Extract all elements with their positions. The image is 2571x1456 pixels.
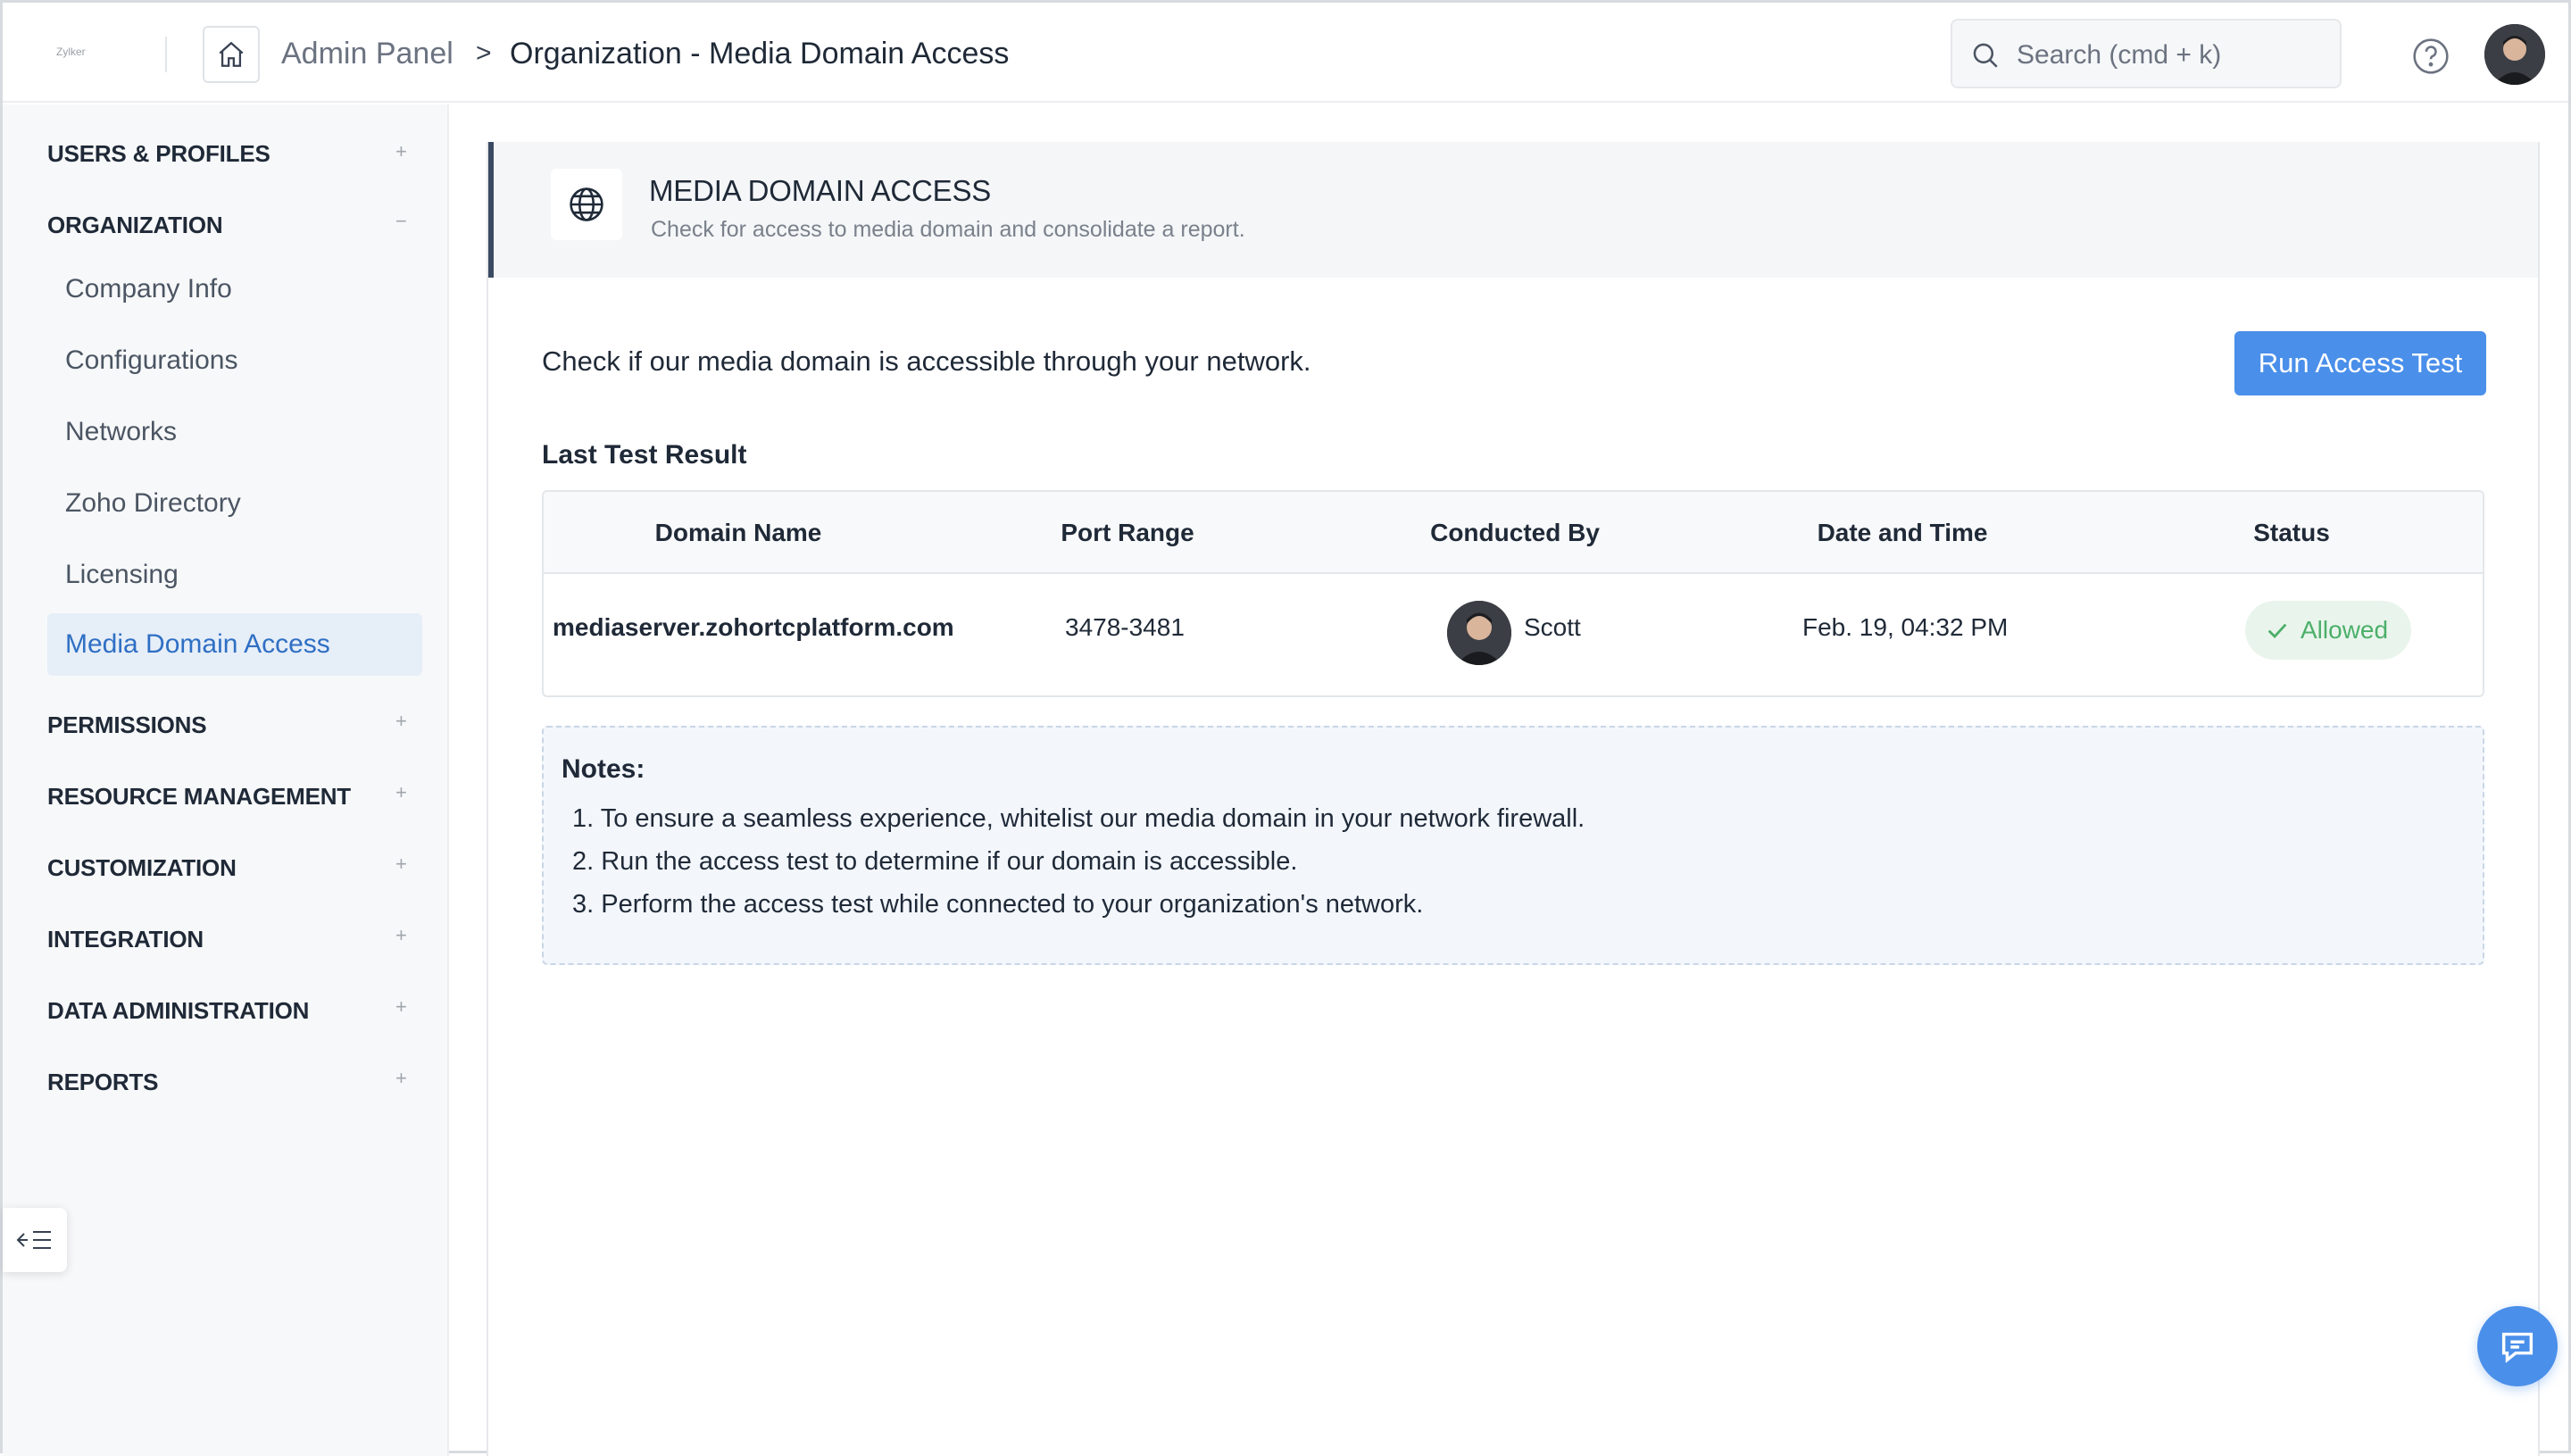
notes-box: [542, 726, 2484, 965]
column-header-status: Status: [2253, 519, 2330, 546]
sidebar-section-integration[interactable]: INTEGRATION: [47, 926, 204, 953]
column-header-port-range: Port Range: [1061, 519, 1194, 546]
expand-icon[interactable]: +: [395, 710, 407, 732]
breadcrumb-separator: >: [476, 38, 492, 68]
run-access-test-button[interactable]: Run Access Test: [2234, 331, 2486, 395]
table-header: [544, 492, 2483, 574]
cell-port-range: 3478-3481: [1065, 613, 1185, 641]
status-text: Allowed: [2301, 616, 2389, 644]
avatar: [1447, 601, 1511, 665]
collapse-menu-icon: [15, 1227, 54, 1253]
search-placeholder: Search (cmd + k): [2017, 40, 2222, 70]
search-icon: [1970, 40, 2001, 71]
note-item: 2. Run the access test to determine if our domain is accessible.: [572, 847, 1298, 876]
cell-date-time: Feb. 19, 04:32 PM: [1802, 613, 2009, 641]
sidebar-item-company-info[interactable]: Company Info: [65, 274, 232, 304]
last-test-result-heading: Last Test Result: [542, 440, 747, 470]
sidebar-item-configurations[interactable]: Configurations: [65, 345, 238, 375]
main-panel: [487, 142, 2540, 1456]
sidebar-section-organization[interactable]: ORGANIZATION: [47, 212, 223, 238]
results-table: [542, 490, 2484, 697]
column-header-conducted-by: Conducted By: [1430, 519, 1600, 546]
note-item: 1. To ensure a seamless experience, whitelist our media domain in your network firewall.: [572, 804, 1585, 833]
sidebar-section-customization[interactable]: CUSTOMIZATION: [47, 854, 237, 881]
cell-conducted-by: Scott: [1524, 613, 1581, 641]
expand-icon[interactable]: +: [395, 924, 407, 946]
sidebar-section-data-administration[interactable]: DATA ADMINISTRATION: [47, 997, 310, 1024]
collapse-icon[interactable]: −: [395, 210, 407, 232]
sidebar-item-networks[interactable]: Networks: [65, 417, 178, 446]
home-icon: [216, 39, 246, 70]
expand-icon[interactable]: +: [395, 1067, 407, 1089]
sidebar-section-users-profiles[interactable]: USERS & PROFILES: [47, 140, 270, 167]
help-icon[interactable]: [2411, 37, 2450, 76]
sidebar-item-licensing[interactable]: Licensing: [65, 560, 179, 589]
sidebar-section-resource-management[interactable]: RESOURCE MANAGEMENT: [47, 783, 351, 810]
top-bar: [3, 3, 2568, 103]
intro-text: Check if our media domain is accessible through your network.: [542, 345, 1311, 377]
status-badge: [2245, 601, 2411, 660]
column-header-domain-name: Domain Name: [654, 519, 822, 546]
collapse-sidebar-button[interactable]: [3, 1208, 67, 1272]
chat-button[interactable]: [2477, 1306, 2558, 1386]
sidebar-section-reports[interactable]: REPORTS: [47, 1069, 159, 1095]
sidebar-item-label[interactable]: Media Domain Access: [65, 629, 330, 659]
search-input[interactable]: [1951, 19, 2342, 88]
breadcrumb-current: Organization - Media Domain Access: [510, 37, 1010, 71]
sidebar: [3, 104, 449, 1456]
page-subtitle: Check for access to media domain and consolidate a report.: [651, 217, 1245, 242]
sidebar-item-zoho-directory[interactable]: Zoho Directory: [65, 488, 241, 518]
home-button[interactable]: [203, 26, 260, 83]
expand-icon[interactable]: +: [395, 140, 407, 162]
expand-icon[interactable]: +: [395, 995, 407, 1018]
expand-icon[interactable]: +: [395, 853, 407, 875]
check-icon: [2265, 618, 2290, 643]
brand-logo[interactable]: Zylker: [56, 46, 86, 58]
column-header-date-time: Date and Time: [1817, 519, 1988, 546]
page-header: [488, 142, 2538, 278]
divider: [165, 37, 167, 72]
chat-icon: [2497, 1326, 2538, 1367]
globe-icon: [551, 169, 622, 240]
expand-icon[interactable]: +: [395, 781, 407, 803]
notes-title: Notes:: [562, 754, 645, 784]
page-title: MEDIA DOMAIN ACCESS: [649, 174, 992, 207]
breadcrumb-admin-panel[interactable]: Admin Panel: [281, 37, 453, 71]
user-avatar[interactable]: [2484, 24, 2545, 85]
note-item: 3. Perform the access test while connected to your organization's network.: [572, 890, 1424, 919]
cell-domain: mediaserver.zohortcplatform.com: [553, 613, 954, 641]
sidebar-section-permissions[interactable]: PERMISSIONS: [47, 711, 207, 738]
